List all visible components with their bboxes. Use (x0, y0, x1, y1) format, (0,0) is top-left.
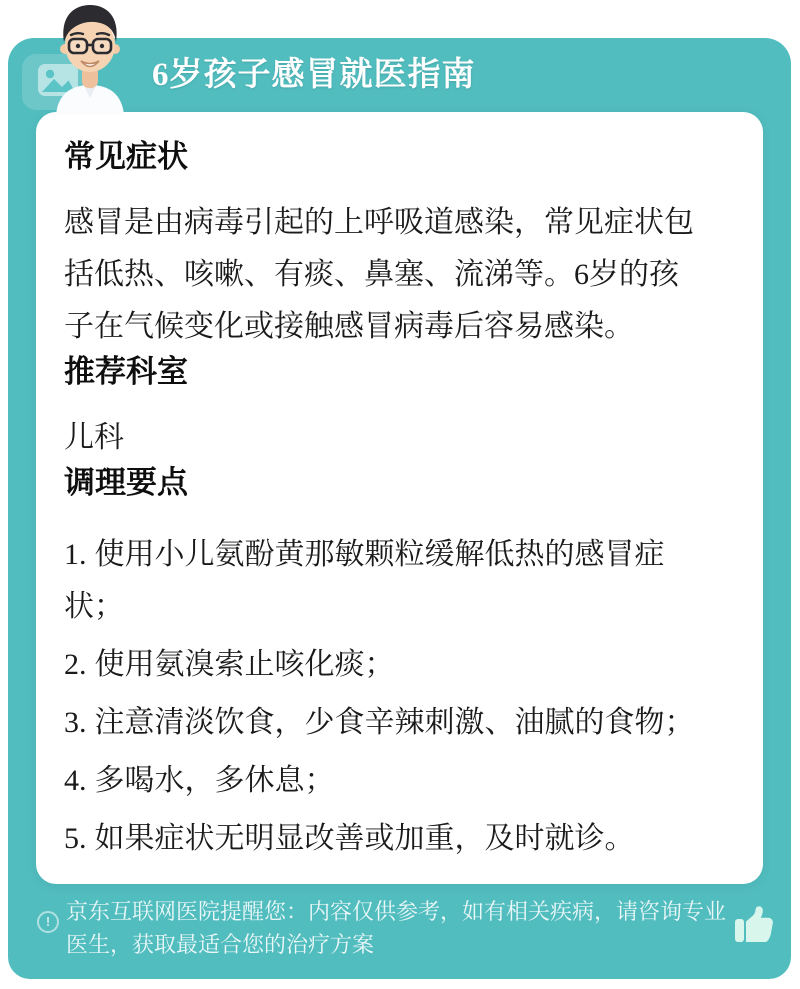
list-item-number: 3. (64, 706, 87, 739)
page-title: 6岁孩子感冒就医指南 (152, 57, 476, 93)
list-item-text: 使用氨溴索止咳化痰； (94, 648, 395, 681)
list-item-number: 2. (64, 648, 87, 681)
list-item-number: 4. (64, 764, 87, 797)
disclaimer-text: 京东互联网医院提醒您：内容仅供参考，如有相关疾病，请咨询专业医生，获取最适合您的治疗方案 (66, 899, 727, 957)
list-item (64, 639, 704, 691)
care-points-list (64, 529, 704, 865)
section-heading-department: 推荐科室 (64, 354, 188, 389)
list-item-text: 使用小儿氨酚黄那敏颗粒缓解低热的感冒症状； (64, 538, 665, 623)
list-item-text: 注意清淡饮食，少食辛辣刺激、油腻的食物； (94, 706, 695, 739)
list-item-number: 5. (64, 822, 87, 855)
department-value: 儿科 (64, 421, 124, 454)
list-item-number: 1. (64, 538, 87, 571)
list-item (64, 529, 704, 633)
list-item (64, 697, 704, 749)
list-item-text: 如果症状无明显改善或加重，及时就诊。 (94, 822, 635, 855)
list-item (64, 813, 704, 865)
symptoms-paragraph: 感冒是由病毒引起的上呼吸道感染，常见症状包括低热、咳嗽、有痰、鼻塞、流涕等。6岁的孩子在气候变化或接触感冒病毒后容易感染。 (64, 206, 694, 343)
doctor-avatar (40, 2, 140, 115)
content-card (36, 112, 763, 884)
list-item (64, 755, 704, 807)
list-item-text: 多喝水，多休息； (94, 764, 335, 797)
alert-glyph: ! (45, 914, 51, 929)
alert-circle-icon (37, 911, 59, 933)
section-heading-symptoms: 常见症状 (64, 139, 188, 174)
section-heading-care: 调理要点 (64, 465, 188, 500)
thumbs-up-icon[interactable] (732, 906, 776, 944)
